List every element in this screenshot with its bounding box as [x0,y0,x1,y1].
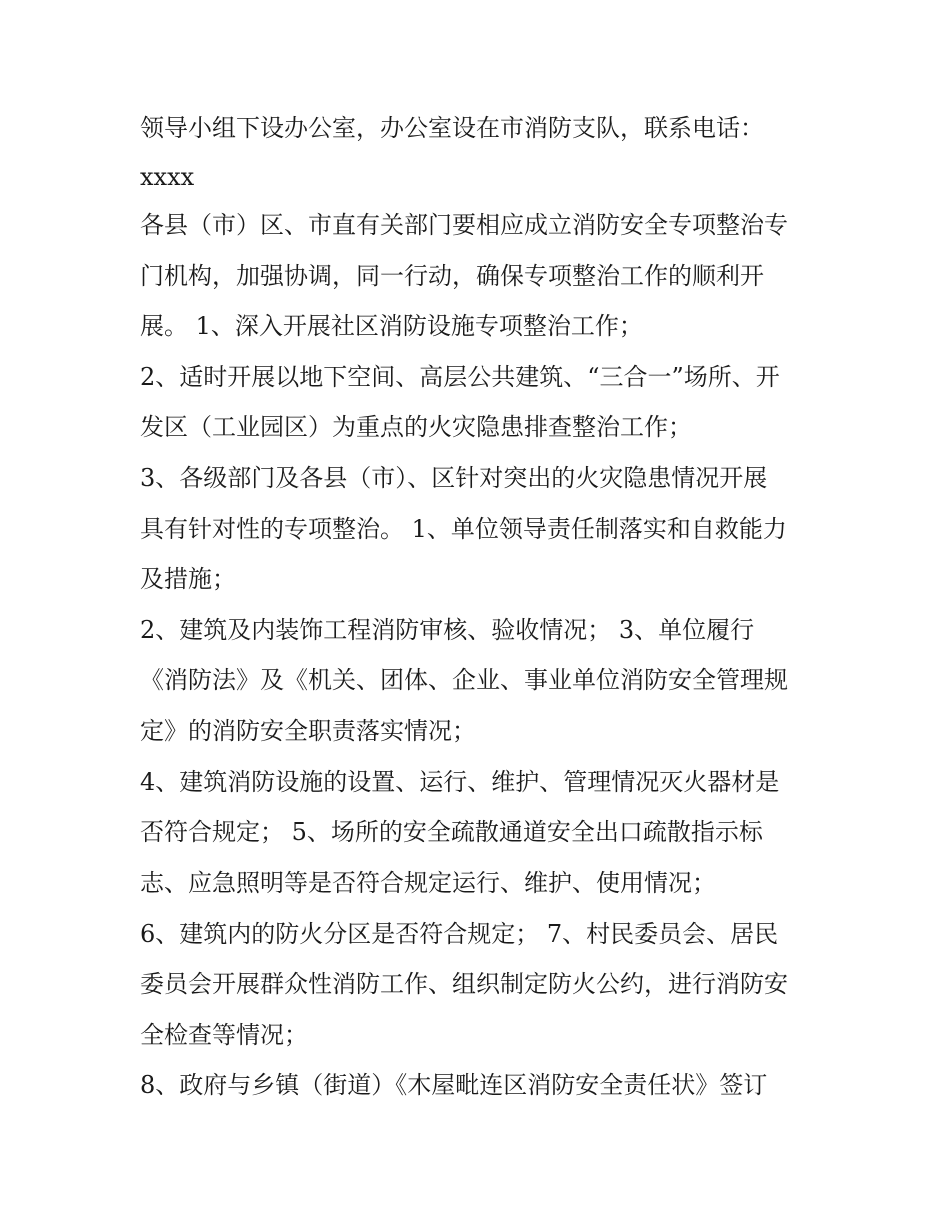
text-line: 发区（工业园区）为重点的火灾隐患排查整治工作； [140,413,692,441]
text-line: 门机构，加强协调，同一行动，确保专项整治工作的顺利开 [140,262,764,290]
text-line: 8、政府与乡镇（街道）《木屋毗连区消防安全责任状》签订 [140,1071,768,1099]
text-line: 具有针对性的专项整治。 1、单位领导责任制落实和自救能力 [140,515,787,543]
text-line: 3、各级部门及各县（市）、区针对突出的火灾隐患情况开展 [140,464,768,492]
text-line: 展。 1、深入开展社区消防设施专项整治工作； [140,312,643,340]
text-line: 否符合规定； 5、场所的安全疏散通道安全出口疏散指示标 [140,818,763,846]
text-line: 各县（市）区、市直有关部门要相应成立消防安全专项整治专 [140,211,788,239]
text-line: 全检查等情况； [140,1021,308,1049]
text-line: 领导小组下设办公室，办公室设在市消防支队，联系电话： [140,114,764,142]
text-line: 委员会开展群众性消防工作、组织制定防火公约，进行消防安 [140,970,788,998]
text-line: 及措施； [140,565,236,593]
text-line: 6、建筑内的防火分区是否符合规定； 7、村民委员会、居民 [140,920,779,948]
text-line: xxxx [140,163,195,191]
text-line: 志、应急照明等是否符合规定运行、维护、使用情况； [140,869,716,897]
text-line: 2、建筑及内装饰工程消防审核、验收情况； 3、单位履行 [140,616,755,644]
text-line: 4、建筑消防设施的设置、运行、维护、管理情况灭火器材是 [140,768,780,796]
text-line: 定》的消防安全职责落实情况； [140,717,476,745]
text-line: 《消防法》及《机关、团体、企业、事业单位消防安全管理规 [140,666,788,694]
text-line: 2、适时开展以地下空间、高层公共建筑、“三合一”场所、开 [140,363,780,391]
